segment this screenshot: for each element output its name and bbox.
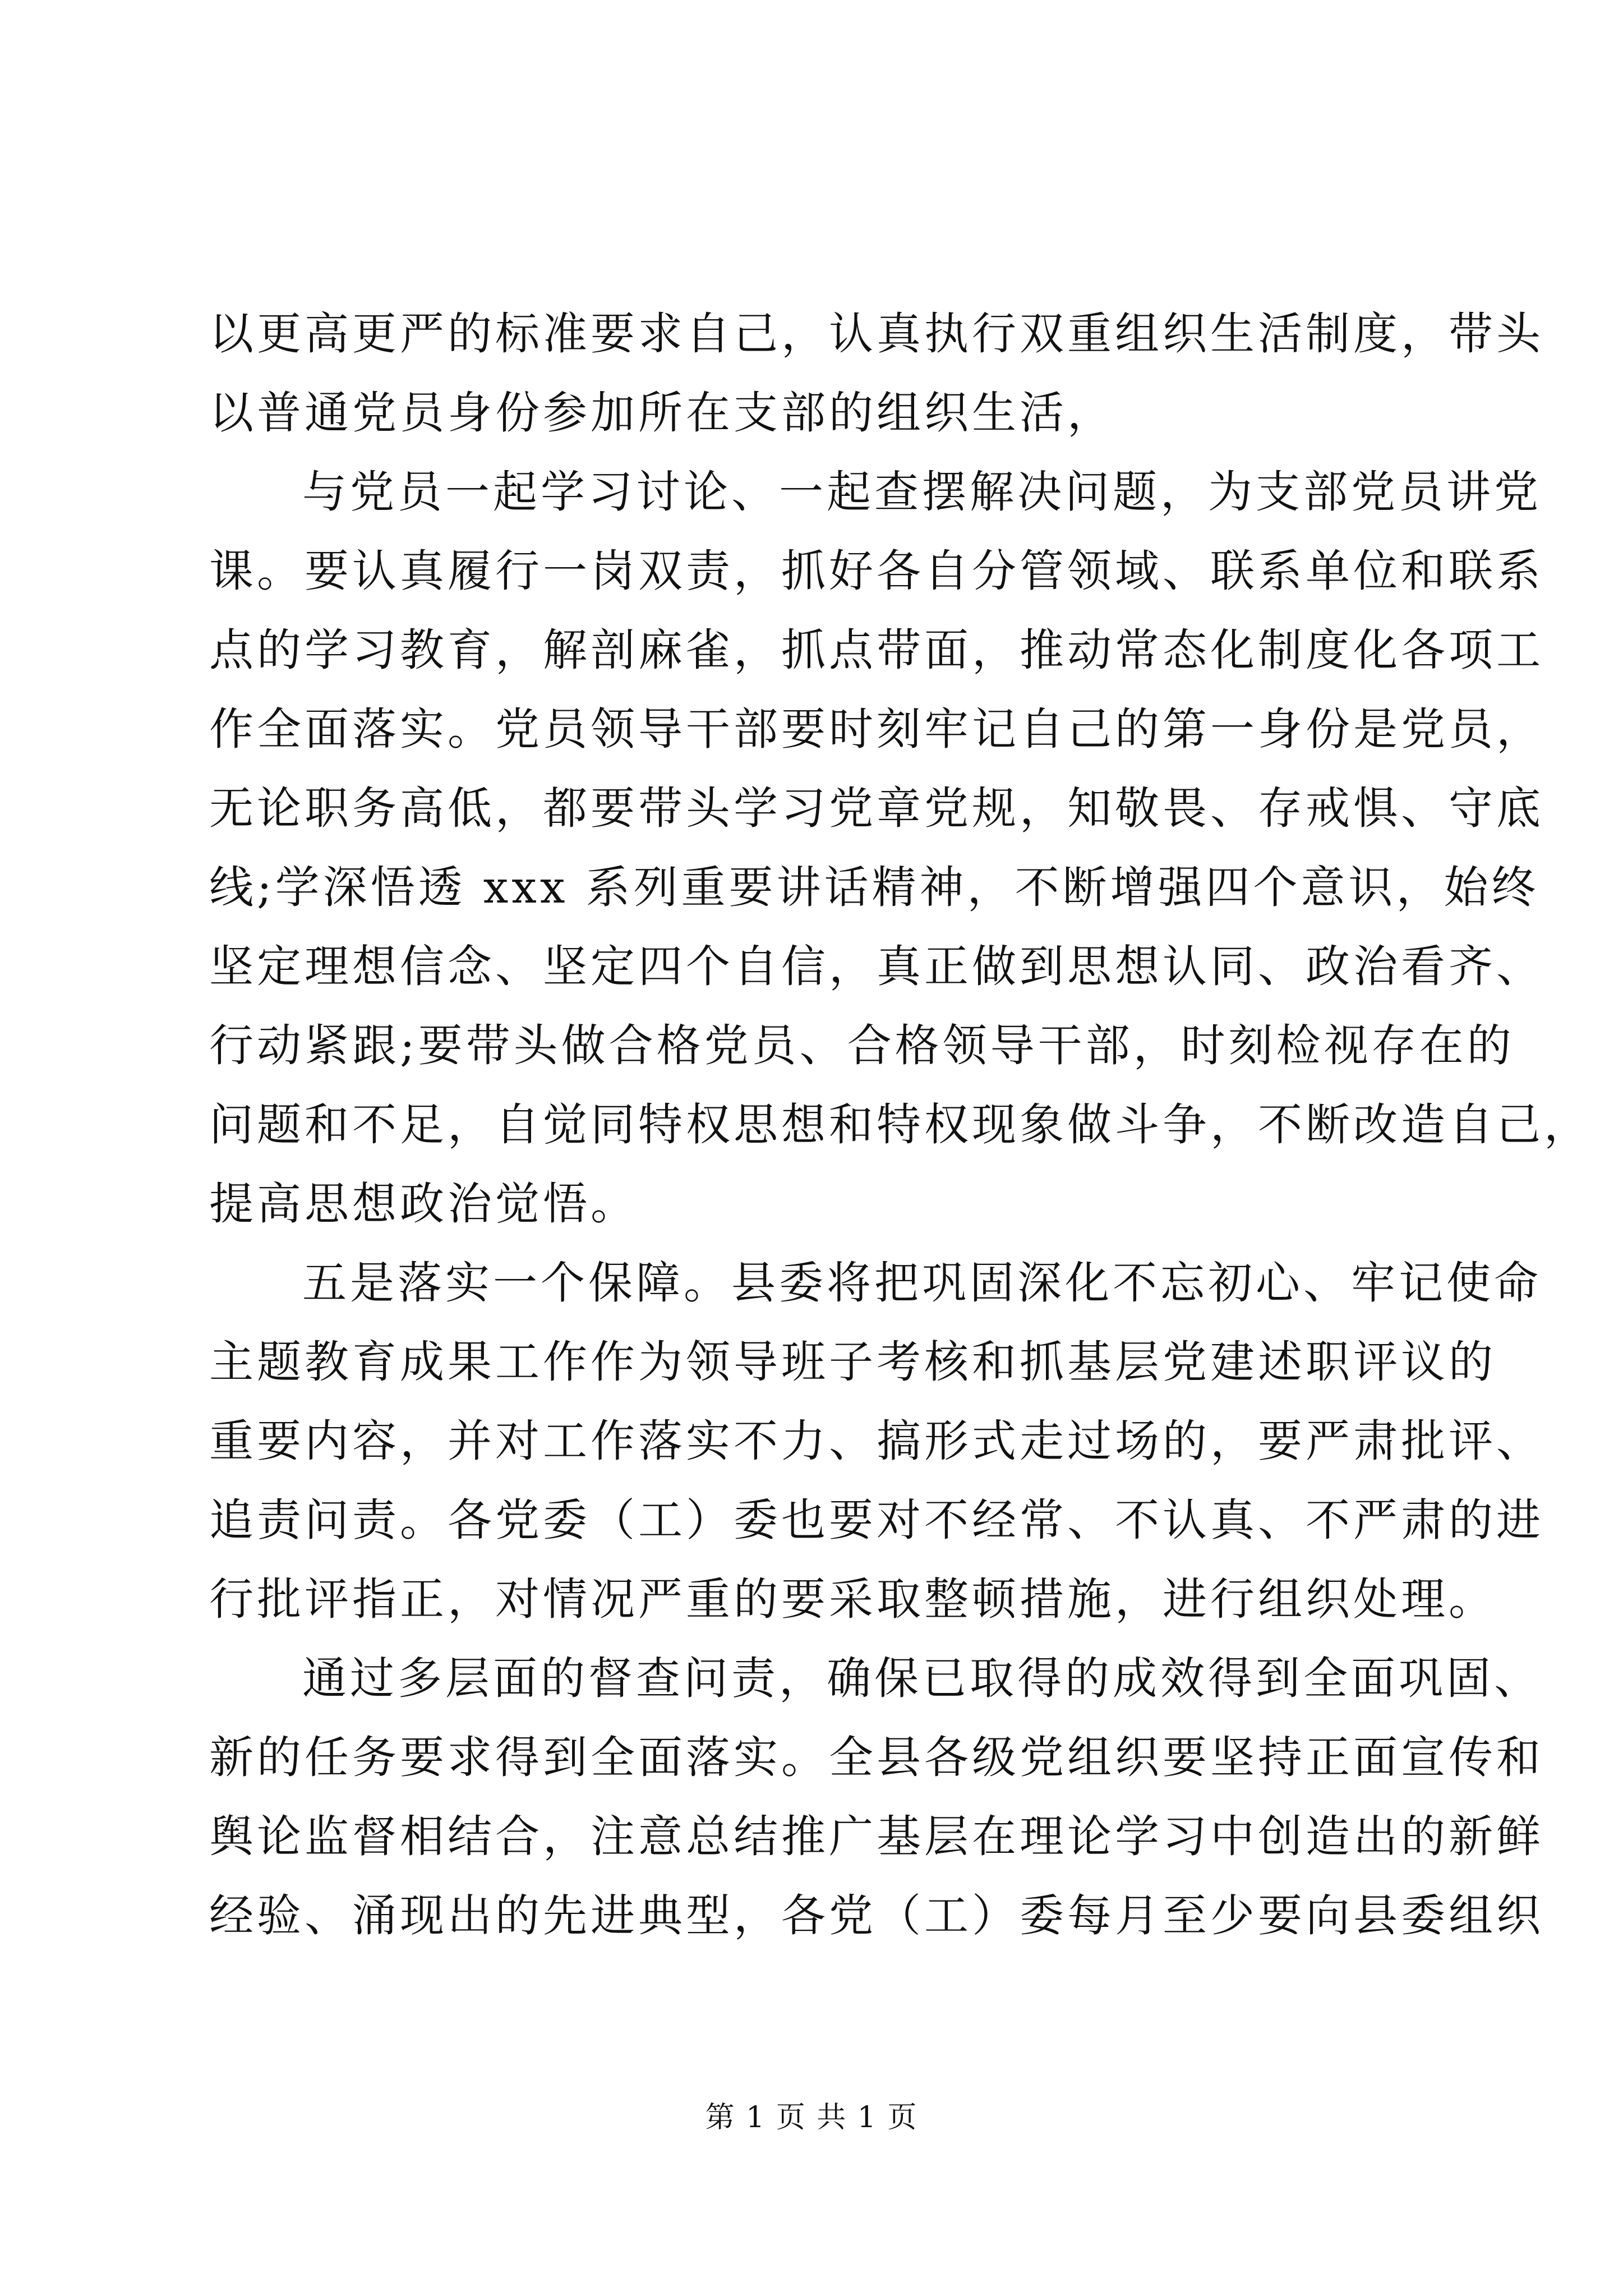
text-line: 主题教育成果工作作为领导班子考核和抓基层党建述职评议的 [209,1336,1496,1388]
page-footer [0,2093,1623,2136]
paragraph-start-line: 五是落实一个保障。县委将把巩固深化不忘初心、牢记使命 [302,1257,1542,1309]
text-line: 坚定理想信念、坚定四个自信，真正做到思想认同、政治看齐、 [209,941,1544,992]
paragraph-start-line: 通过多层面的督查问责，确保已取得的成效得到全面巩固、 [302,1653,1542,1704]
text-line: 课。要认真履行一岗双责，抓好各自分管领域、联系单位和联系 [209,545,1544,597]
document-body [209,295,1592,1955]
text-line: 行批评指正，对情况严重的要采取整顿措施，进行组织处理。 [209,1573,1496,1625]
text-line: 以更高更严的标准要求自己，认真执行双重组织生活制度，带头 [209,308,1544,360]
text-line: 新的任务要求得到全面落实。全县各级党组织要坚持正面宣传和 [209,1732,1544,1783]
text-line: 问题和不足，自觉同特权思想和特权现象做斗争，不断改造自己， [209,1099,1592,1151]
text-line: 行动紧跟;要带头做合格党员、合格领导干部，时刻检视存在的 [209,1020,1515,1071]
text-line: 追责问责。各党委（工）委也要对不经常、不认真、不严肃的进 [209,1494,1544,1546]
text-line: 经验、涌现出的先进典型，各党（工）委每月至少要向县委组织 [209,1890,1544,1941]
text-line: 点的学习教育，解剖麻雀，抓点带面，推动常态化制度化各项工 [209,624,1544,676]
text-line: 线;学深悟透 xxx 系列重要讲话精神，不断增强四个意识，始终 [209,862,1539,913]
text-line: 提高思想政治觉悟。 [209,1178,638,1230]
paragraph-start-line: 与党员一起学习讨论、一起查摆解决问题，为支部党员讲党 [302,466,1542,518]
page-number-label: 第 1 页 共 1 页 [705,2101,918,2134]
text-line: 重要内容，并对工作落实不力、搞形式走过场的，要严肃批评、 [209,1415,1544,1467]
text-line: 作全面落实。党员领导干部要时刻牢记自己的第一身份是党员， [209,703,1544,755]
text-line: 以普通党员身份参加所在支部的组织生活， [209,387,1115,439]
text-line: 舆论监督相结合，注意总结推广基层在理论学习中创造出的新鲜 [209,1811,1544,1862]
text-line: 无论职务高低，都要带头学习党章党规，知敬畏、存戒惧、守底 [209,783,1544,834]
